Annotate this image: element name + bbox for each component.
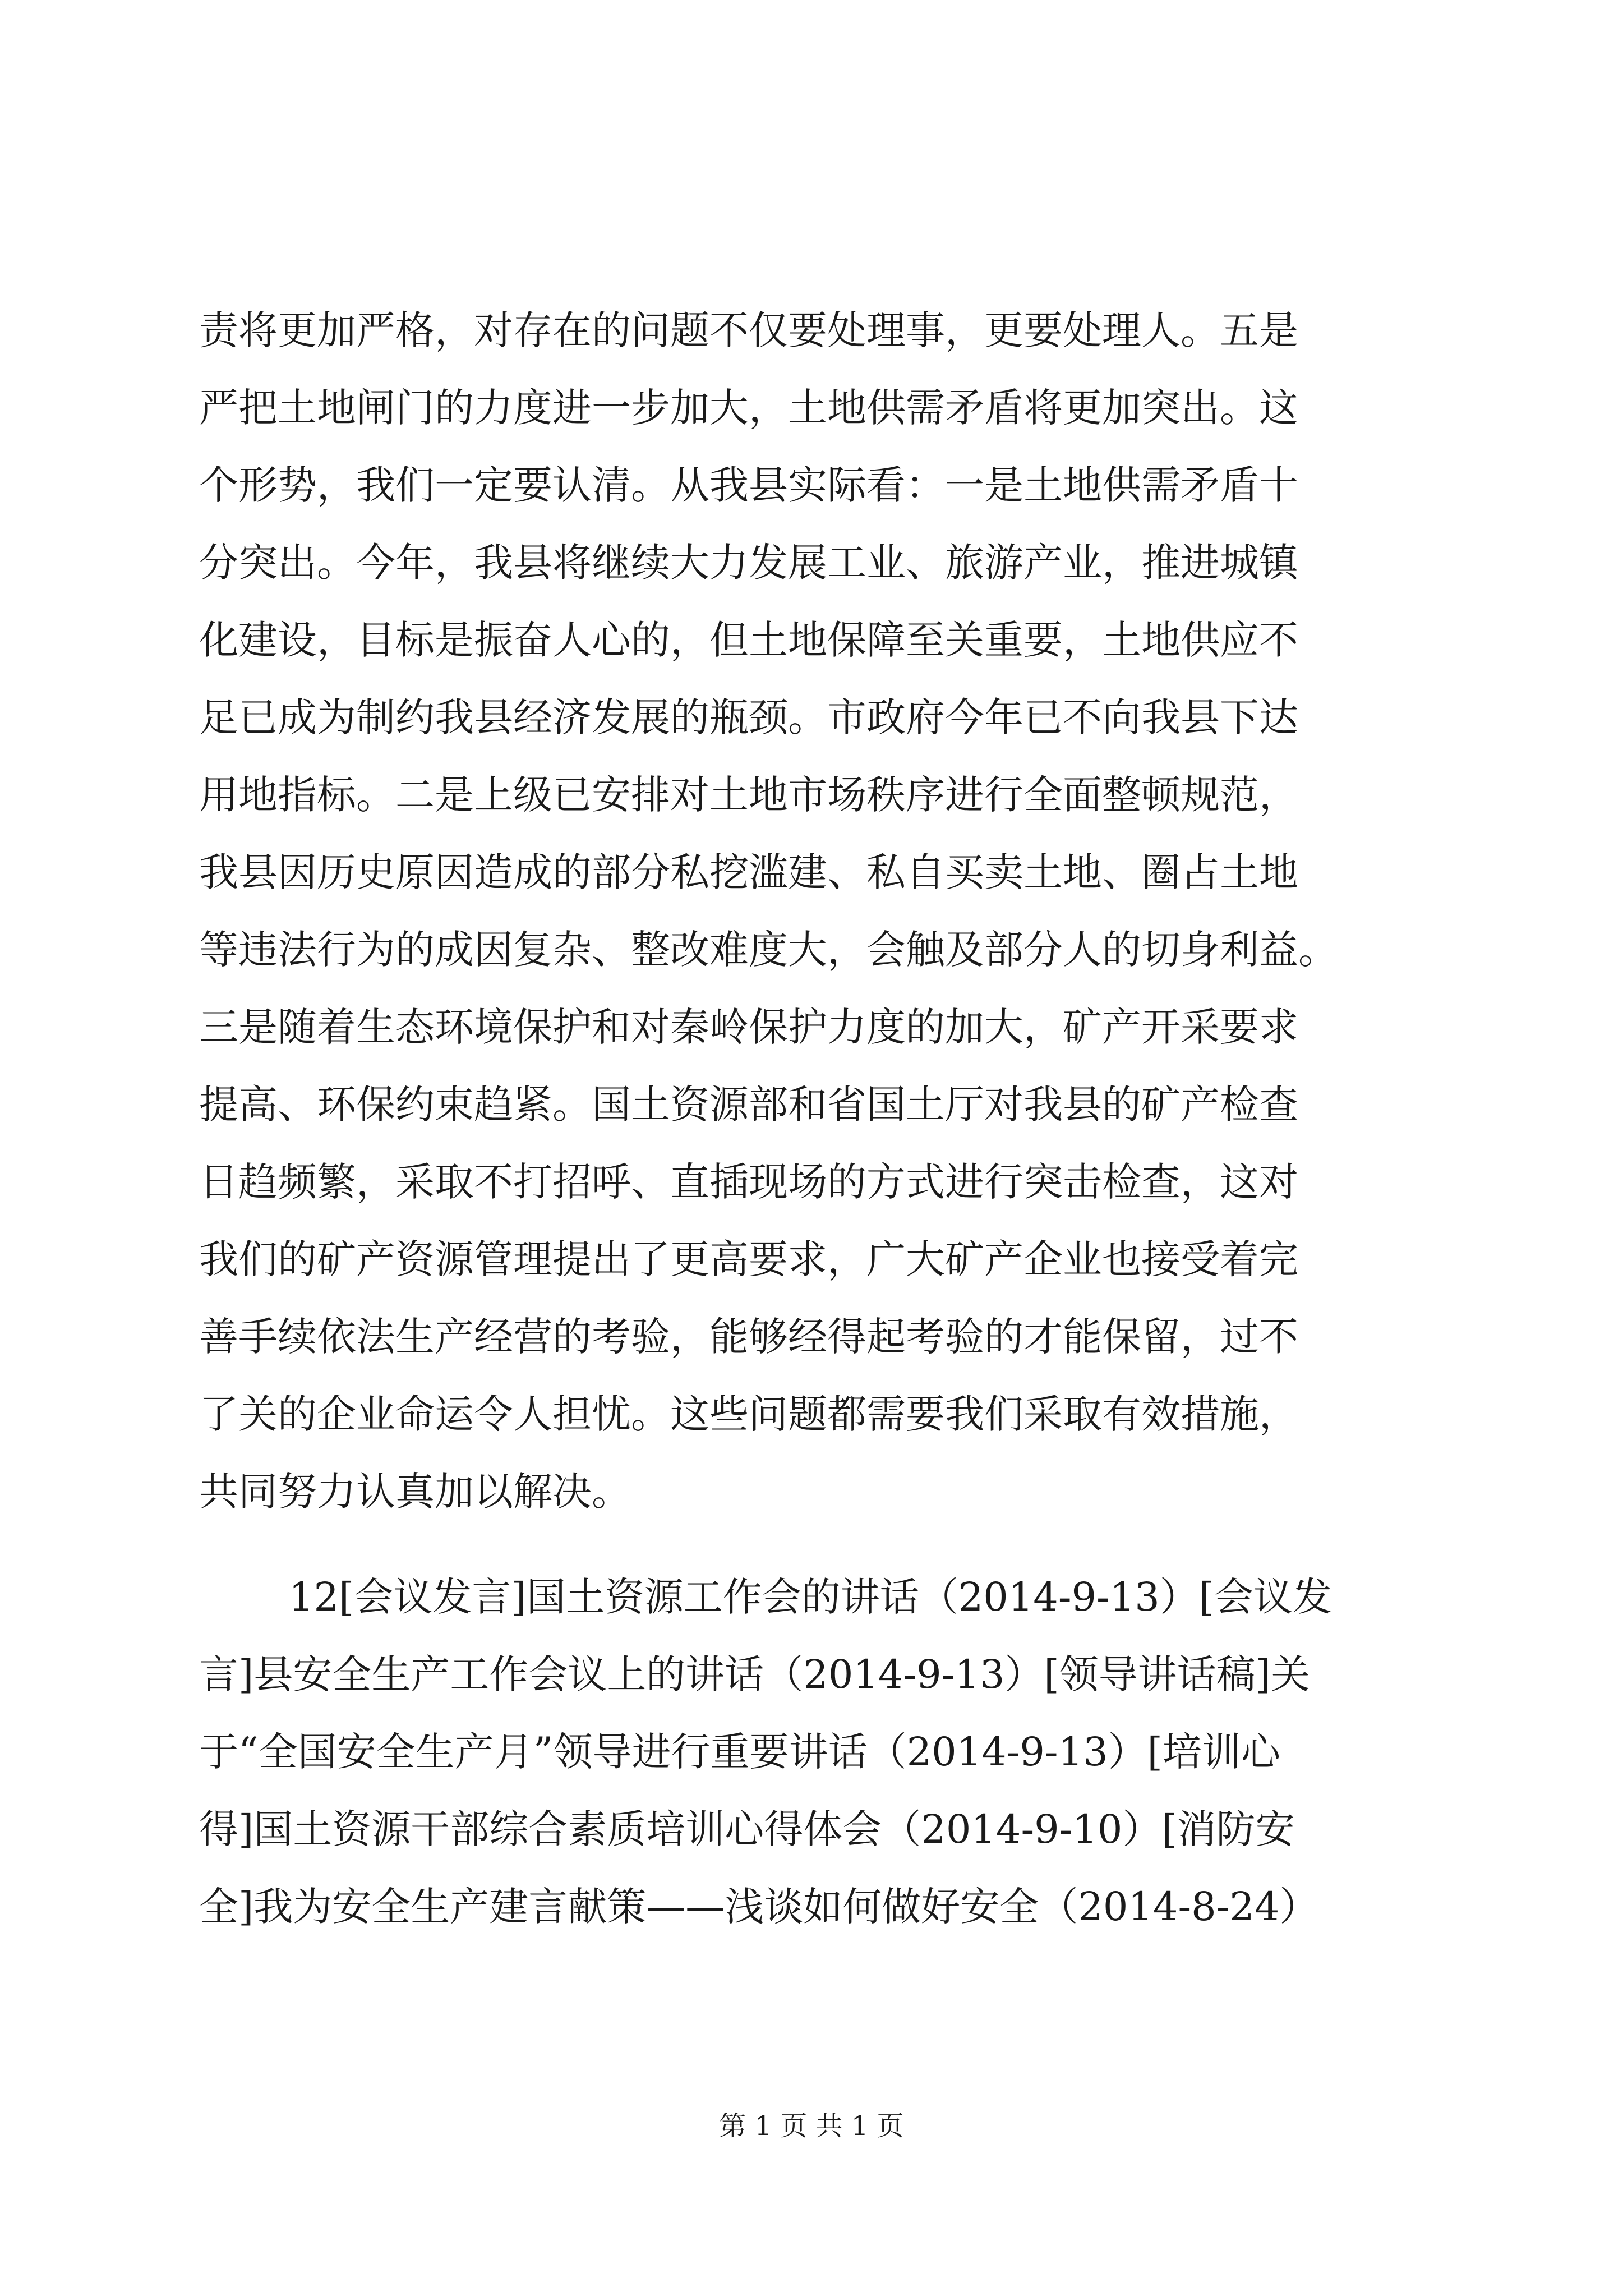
paragraph-1-line: 日趋频繁，采取不打招呼、直插现场的方式进行突击检查，这对 (199, 1159, 1298, 1205)
paragraph-1-line: 三是随着生态环境保护和对秦岭保护力度的加大，矿产开采要求 (199, 1004, 1298, 1050)
paragraph-spacer (199, 1530, 1433, 1558)
paragraph-1-line: 严把土地闸门的力度进一步加大，土地供需矛盾将更加突出。这 (199, 385, 1298, 431)
paragraph-1-line: 化建设，目标是振奋人心的，但土地保障至关重要，土地供应不 (199, 617, 1298, 663)
paragraph-2-line: 全]我为安全生产建言献策——浅谈如何做好安全（2014-8-24） (199, 1884, 1319, 1930)
paragraph-1-line: 我县因历史原因造成的部分私挖滥建、私自买卖土地、圈占土地 (199, 849, 1298, 895)
page-number-footer: 第 1 页 共 1 页 (719, 2110, 904, 2142)
paragraph-2-line: 12[会议发言]国土资源工作会的讲话（2014-9-13）[会议发 (289, 1574, 1332, 1620)
paragraph-1-line: 责将更加严格，对存在的问题不仅要处理事，更要处理人。五是 (199, 307, 1298, 353)
paragraph-1-line: 共同努力认真加以解决。 (199, 1469, 631, 1515)
paragraph-2-line: 得]国土资源干部综合素质培训心得体会（2014-9-10）[消防安 (199, 1806, 1295, 1852)
paragraph-2-line: 于“全国安全生产月”领导进行重要讲话（2014-9-13）[培训心 (199, 1729, 1280, 1775)
paragraph-1-line: 个形势，我们一定要认清。从我县实际看：一是土地供需矛盾十 (199, 462, 1298, 508)
paragraph-1-line: 提高、环保约束趋紧。国土资源部和省国土厅对我县的矿产检查 (199, 1082, 1298, 1128)
paragraph-1-line: 等违法行为的成因复杂、整改难度大，会触及部分人的切身利益。 (199, 927, 1338, 973)
paragraph-1-line: 分突出。今年，我县将继续大力发展工业、旅游产业，推进城镇 (199, 540, 1298, 586)
paragraph-1-line: 用地指标。二是上级已安排对土地市场秩序进行全面整顿规范， (199, 772, 1298, 818)
paragraph-2-line: 言]县安全生产工作会议上的讲话（2014-9-13）[领导讲话稿]关 (199, 1651, 1310, 1697)
paragraph-1-line: 了关的企业命运令人担忧。这些问题都需要我们采取有效措施， (199, 1391, 1298, 1437)
paragraph-1-line: 善手续依法生产经营的考验，能够经得起考验的才能保留，过不 (199, 1314, 1298, 1360)
document-body (199, 292, 1433, 1945)
paragraph-1-line: 足已成为制约我县经济发展的瓶颈。市政府今年已不向我县下达 (199, 694, 1298, 740)
paragraph-1-line: 我们的矿产资源管理提出了更高要求，广大矿产企业也接受着完 (199, 1236, 1298, 1282)
